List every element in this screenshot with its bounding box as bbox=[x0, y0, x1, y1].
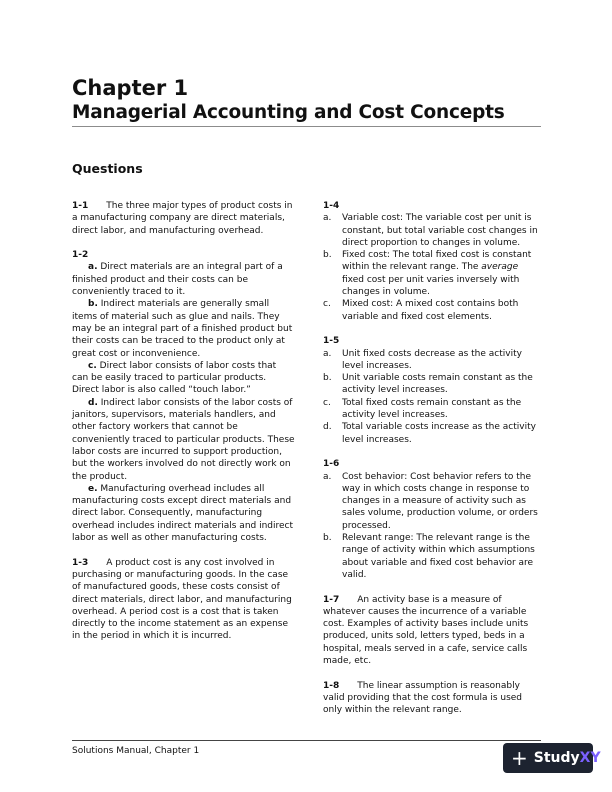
badge-xy-text: XY bbox=[579, 750, 601, 766]
question-1-1 bbox=[72, 200, 295, 237]
footer-divider bbox=[72, 740, 541, 741]
list-item: d. Total variable costs increase as the activity level increases. bbox=[323, 422, 536, 445]
right-column bbox=[323, 200, 541, 729]
answer-item: b. Indirect materials are generally small items of material such as glue and nails. They may be an integral part of a finished product but their costs can be traced to the product only at great cost or inconvenience. bbox=[72, 299, 293, 359]
chapter-label: Chapter 1 bbox=[72, 76, 189, 100]
question-1-4 bbox=[323, 200, 541, 323]
answer-item: a. Direct materials are an integral part of a finished product and their costs can be conveniently traced to it. bbox=[72, 262, 283, 298]
question-number: 1-3 bbox=[72, 557, 89, 568]
section-heading: Questions bbox=[72, 161, 143, 176]
question-text: An activity base is a measure of whatever causes the incurrence of a variable cost. Examples of activity bases include units produced, units sold, letters typed, beds in a hospital, meals served in a cafe, service calls made, etc. bbox=[323, 594, 529, 666]
question-text: The three major types of product costs in a manufacturing company are direct materials, direct labor, and manufacturing overhead. bbox=[72, 201, 293, 236]
badge-study-text: Study bbox=[533, 750, 580, 766]
question-number: 1-7 bbox=[323, 594, 340, 605]
question-number: 1-5 bbox=[323, 336, 340, 347]
question-number: 1-2 bbox=[72, 250, 89, 261]
question-1-6 bbox=[323, 458, 541, 581]
question-text: A product cost is any cost involved in purchasing or manufacturing goods. In the case of manufactured goods, these costs consist of direct materials, direct labor, and manufacturing overhead. A period cost is a cost that is taken directly to the income statement as an expense in the period in which it is incurred. bbox=[72, 557, 292, 642]
question-1-5 bbox=[323, 335, 541, 446]
question-text: The linear assumption is reasonably valid providing that the cost formula is used only within the relevant range. bbox=[323, 680, 523, 716]
answer-item: e. Manufacturing overhead includes all manufacturing costs except direct materials and direct labor. Consequently, manufacturing overhead includes indirect materials and indirect labor as well as other manufacturing costs. bbox=[72, 483, 294, 544]
list-item: b. Relevant range: The relevant range is the range of activity within which assumptions about variable and fixed cost behavior are valid. bbox=[323, 533, 535, 580]
question-number: 1-4 bbox=[323, 201, 340, 211]
question-1-7 bbox=[323, 594, 541, 668]
list-item: c. Total fixed costs remain constant as the activity level increases. bbox=[323, 397, 522, 421]
answer-item: d. Indirect labor consists of the labor costs of janitors, supervisors, materials handlers, and other factory workers that cannot be conveniently traced to particular products. These labor costs are incurred to support production, but the workers involved do not directly work on the product. bbox=[72, 397, 295, 482]
question-number: 1-8 bbox=[323, 680, 340, 691]
title-divider bbox=[72, 126, 541, 127]
list-item: c. Mixed cost: A mixed cost contains both variable and fixed cost elements. bbox=[323, 299, 519, 322]
list-item: b. Fixed cost: The total fixed cost is constant within the relevant range. The average fixed cost per unit varies inversely with changes in volume. bbox=[323, 250, 532, 298]
footer-text: Solutions Manual, Chapter 1 bbox=[72, 746, 200, 756]
left-column bbox=[72, 200, 295, 655]
question-1-3 bbox=[72, 557, 295, 643]
chapter-title: Managerial Accounting and Cost Concepts bbox=[72, 102, 505, 123]
question-number: 1-1 bbox=[72, 201, 89, 211]
studyxy-badge[interactable] bbox=[503, 743, 601, 773]
question-number: 1-6 bbox=[323, 459, 340, 470]
question-1-2 bbox=[72, 249, 295, 544]
plus-icon: + bbox=[511, 746, 528, 770]
list-item: a. Cost behavior: Cost behavior refers to the way in which costs change in response to changes in a measure of activity such as sales volume, production volume, or orders processed. bbox=[323, 471, 538, 531]
answer-item: c. Direct labor consists of labor costs that can be easily traced to particular products. Direct labor is also called “touch labor.” bbox=[72, 360, 277, 396]
question-1-8 bbox=[323, 680, 541, 717]
list-item: b. Unit variable costs remain constant as the activity level increases. bbox=[323, 373, 533, 396]
list-item: a. Variable cost: The variable cost per unit is constant, but total variable cost changes in direct proportion to changes in volume. bbox=[323, 213, 538, 248]
list-item: a. Unit fixed costs decrease as the activity level increases. bbox=[323, 348, 522, 371]
